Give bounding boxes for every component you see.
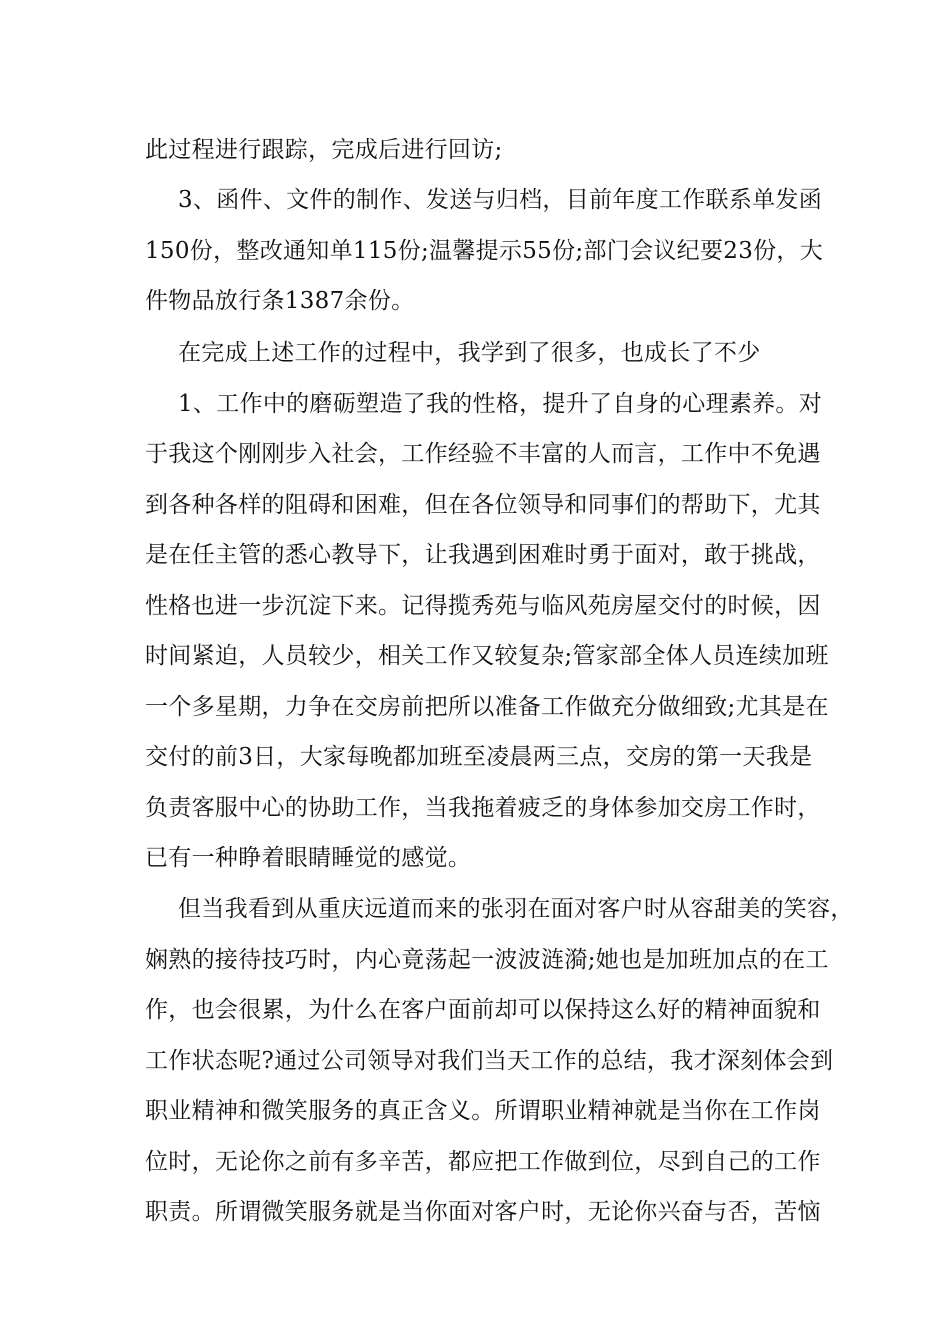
- text-line: 工作状态呢?通过公司领导对我们当天工作的总结，我才深刻体会到: [145, 1048, 834, 1074]
- text-line: 150份，整改通知单115份;温馨提示55份;部门会议纪要23份，大: [145, 238, 824, 264]
- text-line: 但当我看到从重庆远道而来的张羽在面对客户时从容甜美的笑容，: [178, 896, 854, 922]
- text-line: 件物品放行条1387余份。: [145, 288, 415, 314]
- text-line: 此过程进行跟踪，完成后进行回访;: [145, 137, 503, 163]
- text-line: 位时，无论你之前有多辛苦，都应把工作做到位，尽到自己的工作: [145, 1149, 821, 1175]
- text-line: 一个多星期，力争在交房前把所以准备工作做充分做细致;尤其是在: [145, 694, 829, 720]
- text-line: 娴熟的接待技巧时，内心竟荡起一波波涟漪;她也是加班加点的在工: [145, 947, 829, 973]
- text-line: 是在任主管的悉心教导下，让我遇到困难时勇于面对，敢于挑战，: [145, 542, 821, 568]
- text-line: 到各种各样的阻碍和困难，但在各位领导和同事们的帮助下，尤其: [145, 492, 821, 518]
- text-line: 时间紧迫，人员较少，相关工作又较复杂;管家部全体人员连续加班: [145, 643, 829, 669]
- text-line: 1、工作中的磨砺塑造了我的性格，提升了自身的心理素养。对: [178, 391, 823, 417]
- text-line: 在完成上述工作的过程中，我学到了很多，也成长了不少: [178, 340, 761, 366]
- text-line: 性格也进一步沉淀下来。记得揽秀苑与临风苑房屋交付的时候，因: [145, 593, 821, 619]
- text-line: 交付的前3日，大家每晚都加班至凌晨两三点，交房的第一天我是: [145, 744, 813, 770]
- text-line: 3、函件、文件的制作、发送与归档，目前年度工作联系单发函: [178, 187, 823, 213]
- text-line: 负责客服中心的协助工作，当我拖着疲乏的身体参加交房工作时，: [145, 795, 821, 821]
- text-line: 已有一种睁着眼睛睡觉的感觉。: [145, 845, 472, 871]
- text-line: 职责。所谓微笑服务就是当你面对客户时，无论你兴奋与否，苦恼: [145, 1199, 821, 1225]
- text-line: 职业精神和微笑服务的真正含义。所谓职业精神就是当你在工作岗: [145, 1098, 821, 1124]
- text-line: 于我这个刚刚步入社会，工作经验不丰富的人而言，工作中不免遇: [145, 441, 821, 467]
- text-line: 作，也会很累，为什么在客户面前却可以保持这么好的精神面貌和: [145, 997, 821, 1023]
